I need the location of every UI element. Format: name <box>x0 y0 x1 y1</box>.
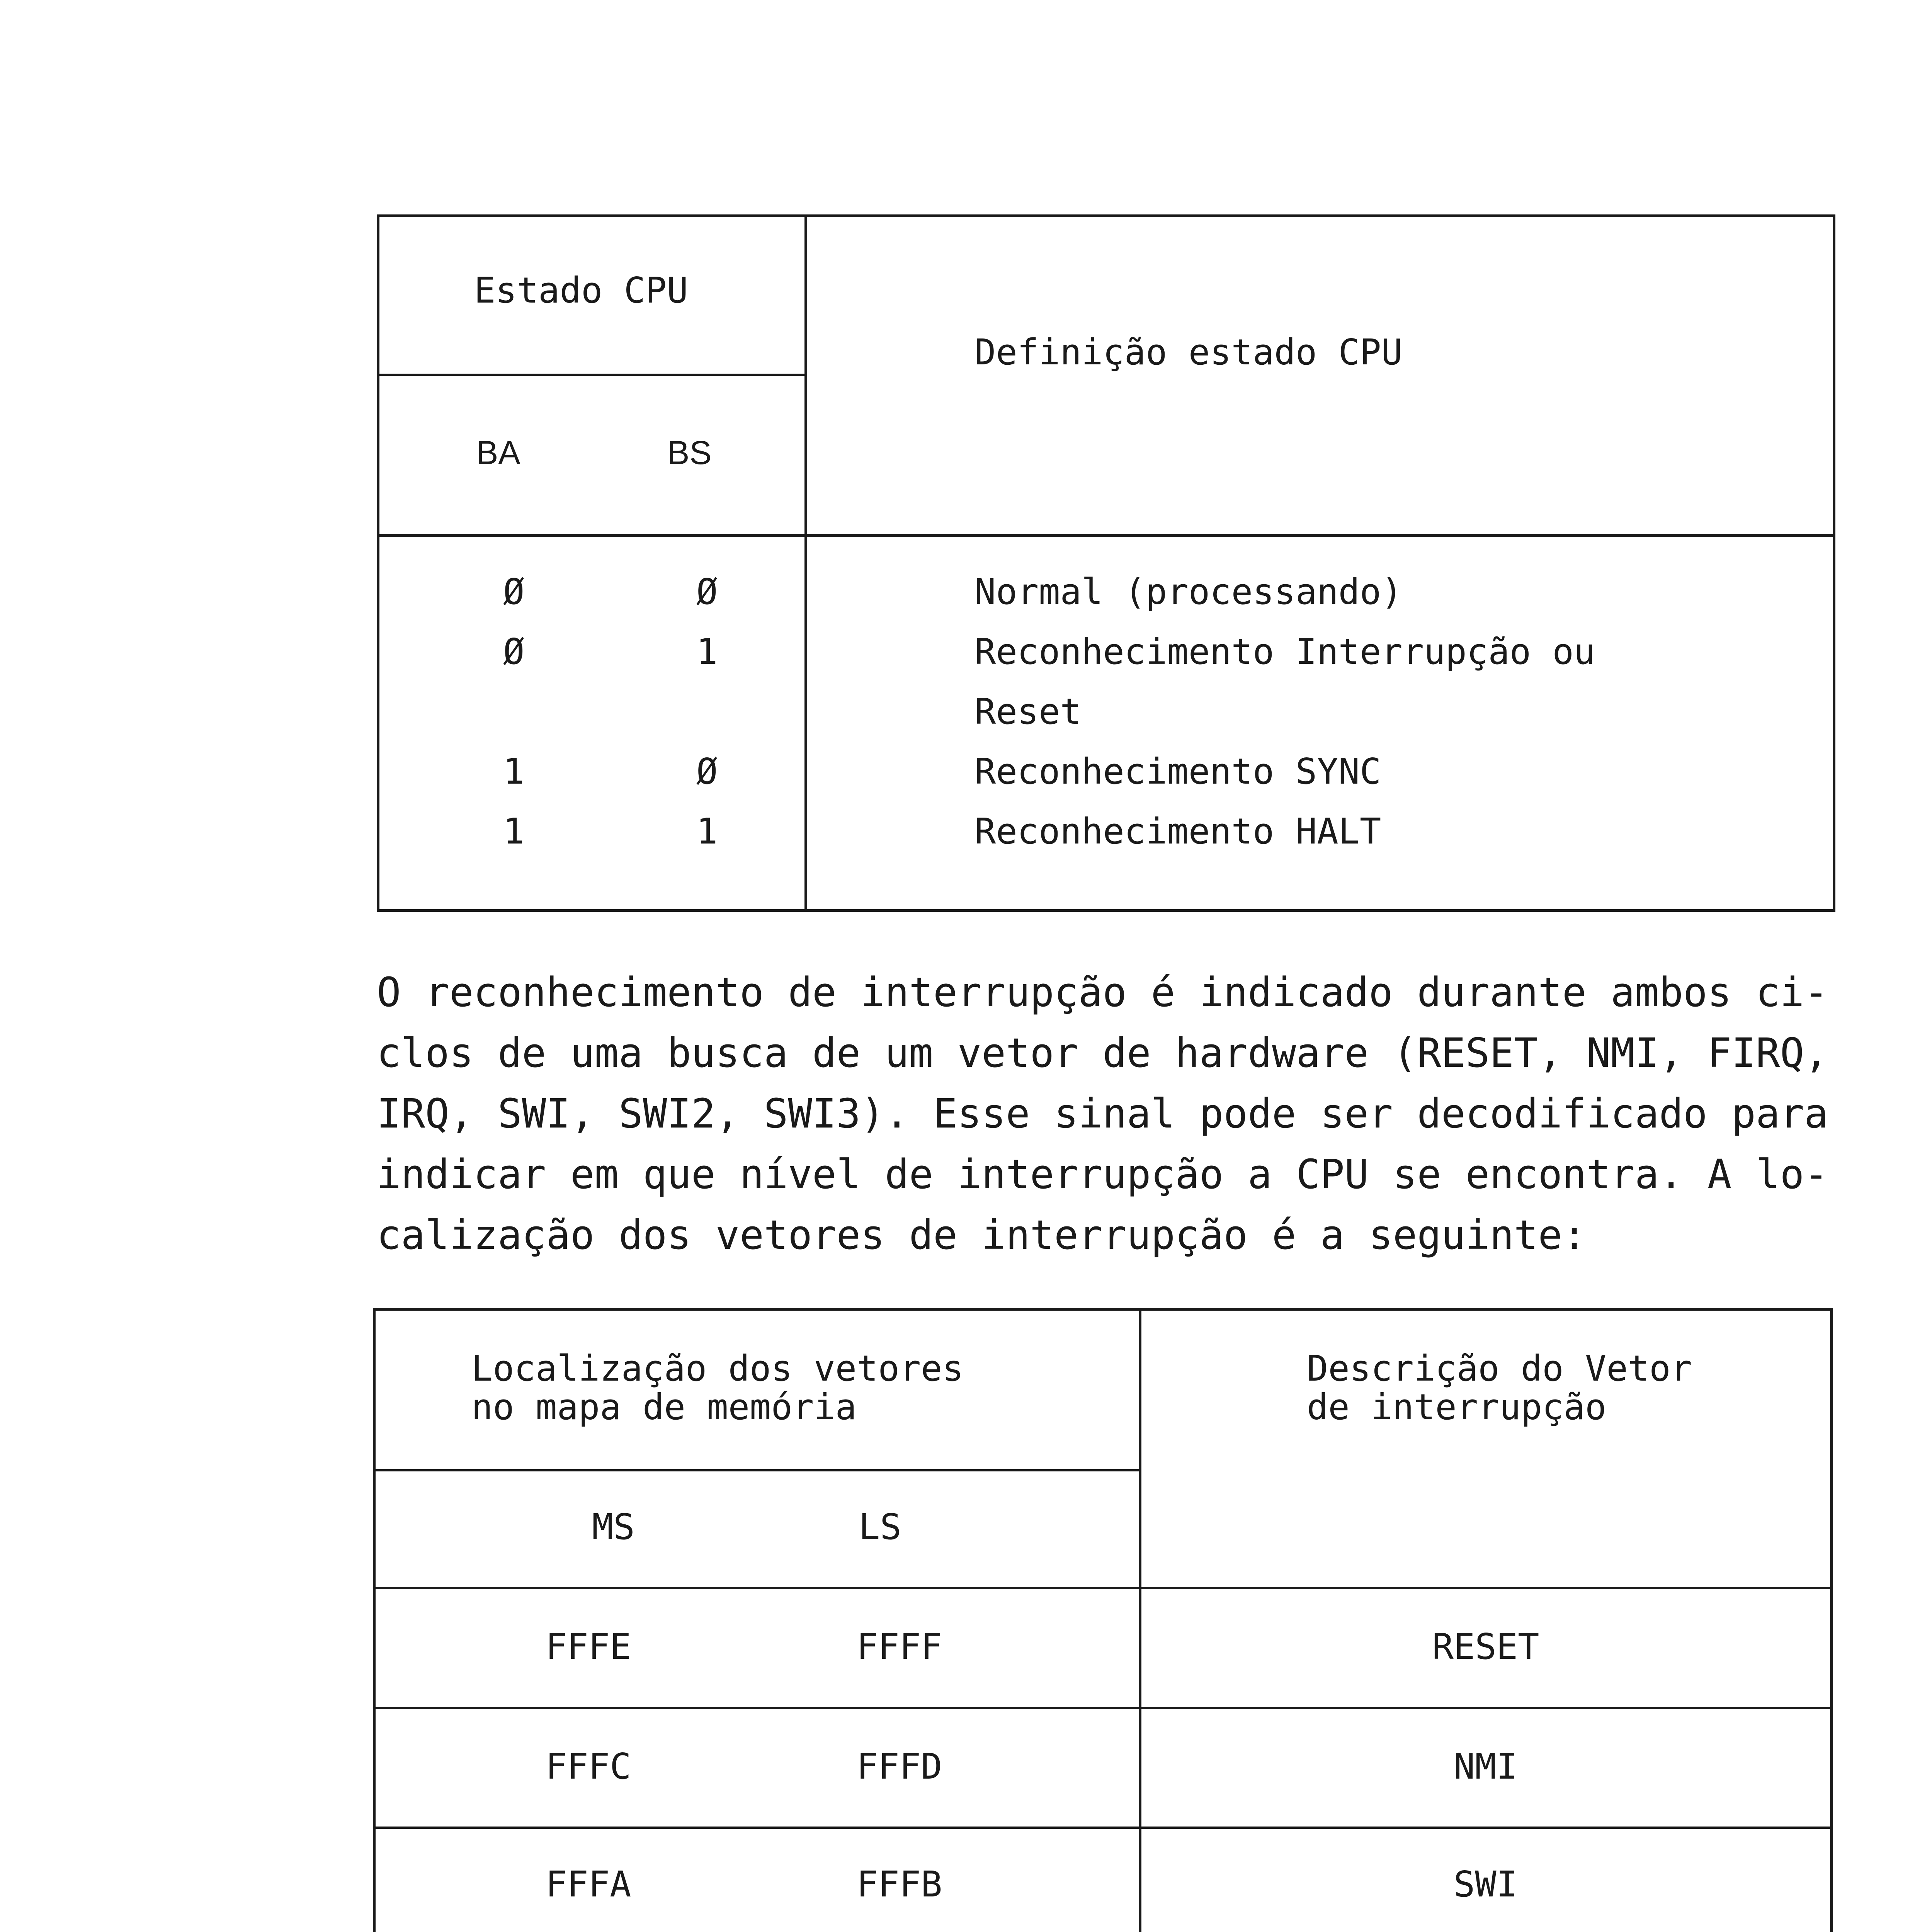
ba-column-header: BA <box>476 434 520 471</box>
paragraph-line: IRQ, SWI, SWI2, SWI3). Esse sinal pode ser decodificado para <box>377 1090 1828 1137</box>
ls-column-header: LS <box>859 1506 901 1548</box>
state-definition-continued: Reset <box>975 691 1082 732</box>
table-divider <box>376 1827 1830 1829</box>
bs-value: 1 <box>696 811 718 852</box>
location-header: no mapa de memória <box>471 1386 857 1428</box>
description-header: Descrição do Vetor <box>1307 1348 1692 1389</box>
state-definition: Reconhecimento SYNC <box>975 751 1381 792</box>
bs-column-header: BS <box>667 434 712 471</box>
ls-address: FFFF <box>857 1626 942 1667</box>
ms-address: FFFE <box>546 1626 631 1667</box>
cpu-state-table <box>377 214 1835 912</box>
bs-value: Ø <box>696 571 718 612</box>
table-divider <box>376 1707 1830 1709</box>
cpu-state-header: Estado CPU <box>474 270 688 311</box>
interrupt-vector-table <box>373 1308 1833 1932</box>
body-paragraph <box>377 962 1845 1265</box>
ba-value: Ø <box>503 571 525 612</box>
state-definition: Normal (processando) <box>975 571 1403 612</box>
paragraph-line: indicar em que nível de interrupção a CPU se encontra. A lo- <box>377 1151 1828 1198</box>
vector-description: NMI <box>1453 1746 1518 1787</box>
table-divider <box>804 217 807 909</box>
ls-address: FFFD <box>857 1746 942 1787</box>
vector-description: SWI <box>1453 1864 1518 1905</box>
bs-value: 1 <box>696 631 718 672</box>
ba-value: Ø <box>503 631 525 672</box>
table-divider <box>376 1469 1139 1471</box>
paragraph-line: O reconhecimento de interrupção é indicado durante ambos ci- <box>377 969 1828 1016</box>
ms-column-header: MS <box>592 1506 635 1548</box>
ba-value: 1 <box>503 751 525 792</box>
ms-address: FFFC <box>546 1746 631 1787</box>
state-definition: Reconhecimento HALT <box>975 811 1381 852</box>
location-header: Localização dos vetores <box>471 1348 964 1389</box>
description-header: de interrupção <box>1307 1386 1607 1428</box>
paragraph-line: clos de uma busca de um vetor de hardware (RESET, NMI, FIRQ, <box>377 1029 1828 1077</box>
table-divider <box>379 374 804 376</box>
ms-address: FFFA <box>546 1864 631 1905</box>
ba-value: 1 <box>503 811 525 852</box>
cpu-definition-header: Definição estado CPU <box>975 332 1403 373</box>
ls-address: FFFB <box>857 1864 942 1905</box>
table-divider <box>379 534 1833 537</box>
paragraph-line: calização dos vetores de interrupção é a seguinte: <box>377 1211 1587 1259</box>
table-divider <box>1139 1311 1141 1932</box>
bs-value: Ø <box>696 751 718 792</box>
table-divider <box>376 1587 1830 1589</box>
vector-description: RESET <box>1432 1626 1539 1667</box>
state-definition: Reconhecimento Interrupção ou <box>975 631 1595 672</box>
